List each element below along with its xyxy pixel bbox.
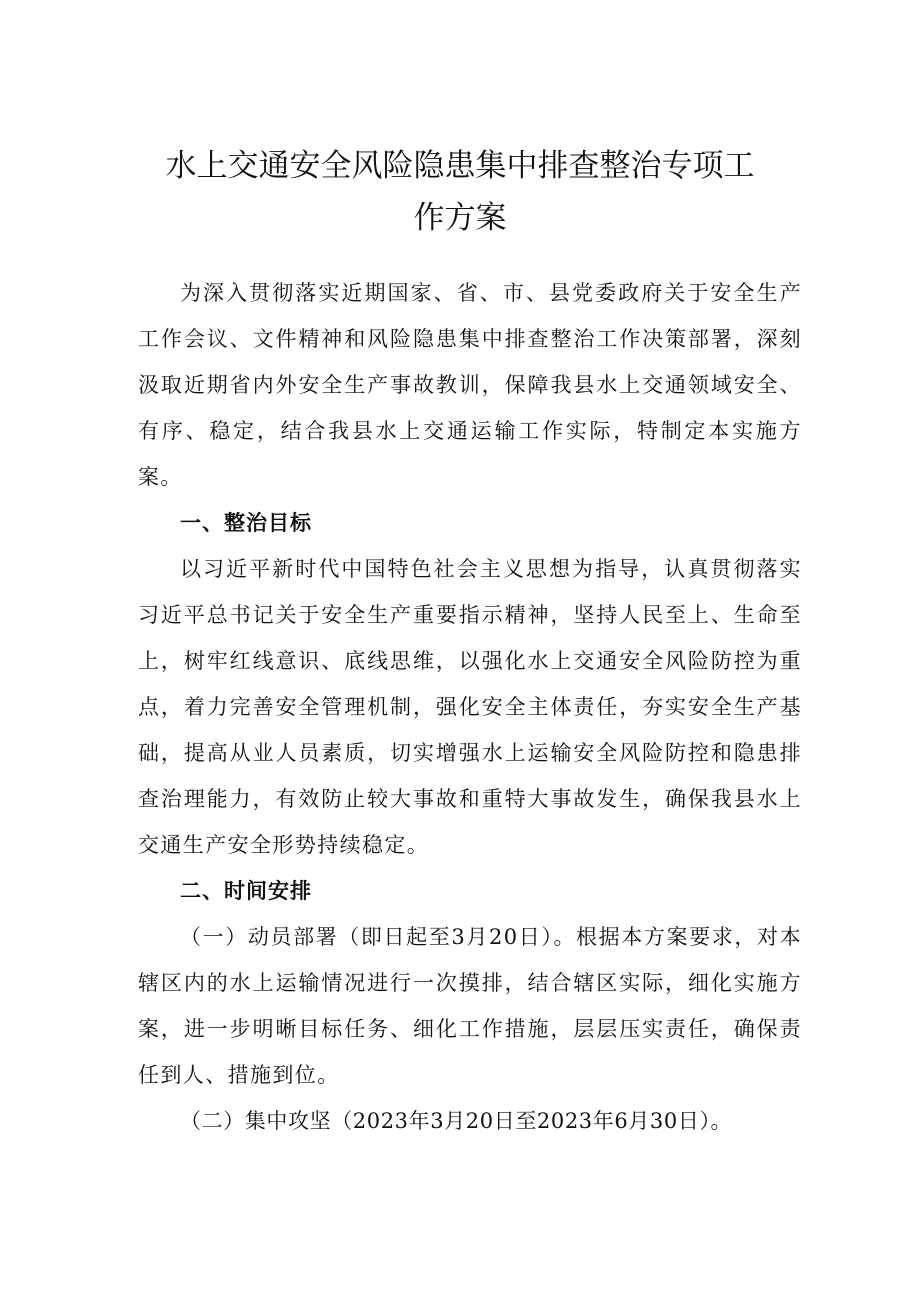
document-title bbox=[130, 140, 790, 244]
section-heading-goals: 一、整治目标 bbox=[180, 511, 312, 535]
goals-paragraph: 以习近平新时代中国特色社会主义思想为指导，认真贯彻落实习近平总书记关于安全生产重要指示精神，坚持人民至上、生命至上，树牢红线意识、底线思维，以强化水上交通安全风险防控为重点，着力完善安全管理机制，强化安全主体责任，夯实安全生产基础，提高从业人员素质，切实增强水上运输安全风险防控和隐患排查治理能力，有效防止较大事故和重特大事故发生，确保我县水上交通生产安全形势持续稳定。 bbox=[138, 557, 802, 857]
schedule-paragraph-mobilization: （一）动员部署（即日起至3月20日）。根据本方案要求，对本辖区内的水上运输情况进行一次摸排，结合辖区实际，细化实施方案，进一步明晰目标任务、细化工作措施，层层压实责任，确保责任到人、措施到位。 bbox=[138, 925, 802, 1087]
intro-paragraph: 为深入贯彻落实近期国家、省、市、县党委政府关于安全生产工作会议、文件精神和风险隐患集中排查整治工作决策部署，深刻汲取近期省内外安全生产事故教训，保障我县水上交通领域安全、有序、稳定，结合我县水上交通运输工作实际，特制定本实施方案。 bbox=[138, 281, 802, 489]
title-line-1: 水上交通安全风险隐患集中排查整治专项工 bbox=[165, 148, 755, 184]
section-heading-schedule: 二、时间安排 bbox=[180, 879, 312, 903]
document-body bbox=[138, 270, 802, 1144]
schedule-paragraph-concentrated: （二）集中攻坚（2023年3月20日至2023年6月30日）。 bbox=[180, 1109, 733, 1133]
title-line-2: 作方案 bbox=[413, 200, 507, 236]
